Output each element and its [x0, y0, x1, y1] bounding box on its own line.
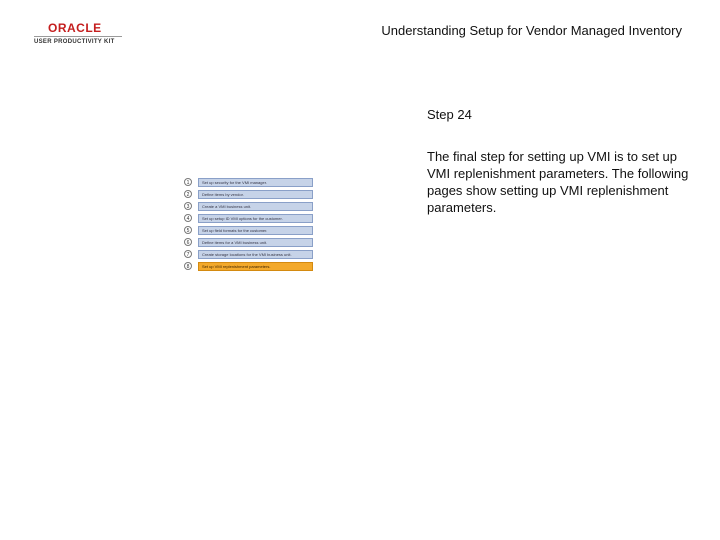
step-description: The final step for setting up VMI is to set up VMI replenishment parameters. The following pages show setting up VMI replenishment parameters.: [427, 149, 689, 215]
step-label: Step 24: [427, 107, 472, 122]
step-bar: Define items by vendor.: [198, 190, 313, 199]
step-number-badge: 4: [184, 214, 192, 222]
oracle-upk-logo: [32, 22, 124, 48]
step-bar: Define items for a VMI business unit.: [198, 238, 313, 247]
step-number-badge: 2: [184, 190, 192, 198]
step-item: [184, 226, 314, 235]
logo-brand: ORACLE: [48, 21, 102, 35]
step-item-current: [184, 262, 314, 271]
step-item: [184, 178, 314, 187]
step-bar-active: Set up VMI replenishment parameters.: [198, 262, 313, 271]
step-number-badge: 3: [184, 202, 192, 210]
step-bar: Set up security for the VMI manager.: [198, 178, 313, 187]
logo-divider: [34, 36, 122, 37]
step-number-badge: 5: [184, 226, 192, 234]
step-number-badge: 1: [184, 178, 192, 186]
step-bar: Set up setup ID VMI options for the customer.: [198, 214, 313, 223]
step-number-badge: 8: [184, 262, 192, 270]
step-number-badge: 6: [184, 238, 192, 246]
logo-product: USER PRODUCTIVITY KIT: [34, 39, 115, 45]
step-bar: Create storage locations for the VMI business unit.: [198, 250, 313, 259]
step-item: [184, 214, 314, 223]
step-bar: Set up field formats for the customer.: [198, 226, 313, 235]
step-item: [184, 190, 314, 199]
step-bar: Create a VMI business unit.: [198, 202, 313, 211]
step-item: [184, 250, 314, 259]
step-diagram: [184, 178, 314, 274]
step-item: [184, 238, 314, 247]
step-item: [184, 202, 314, 211]
document-title: Understanding Setup for Vendor Managed Inventory: [381, 23, 682, 38]
step-number-badge: 7: [184, 250, 192, 258]
